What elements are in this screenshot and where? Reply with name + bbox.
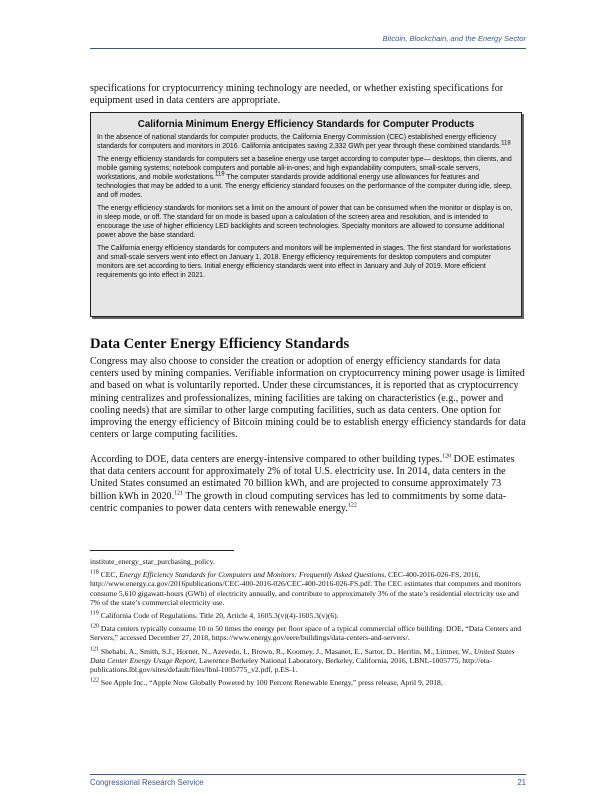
footnotes xyxy=(90,557,526,691)
footnote-text: See Apple Inc., “Apple Now Globally Powered by 100 Percent Renewable Energy,” press release, April 9, 2018, xyxy=(99,678,443,688)
body-paragraph-1: Congress may also choose to consider the creation or adoption of energy efficiency standards for data centers used by mining companies. Verifiable information on cryptocurrency mining power usage is limited and based on what is voluntarily reported. Under these circumstances, it is reported that as cryptocurrency mining centralizes and professionalizes, mining facilities are taking on characteristics (e.g., power and cooling needs) that are similar to other large computing facilities, such as data centers. One option for improving the energy efficiency of Bitcoin mining could be to establish energy efficiency standards for data centers or large computing facilities. xyxy=(90,356,526,441)
body-p2-a: According to DOE, data centers are energy-intensive compared to other building types. xyxy=(90,454,443,465)
footer-publisher: Congressional Research Service xyxy=(90,778,204,787)
footnote-ref-119[interactable]: 119 xyxy=(214,171,225,178)
intro-paragraph: specifications for cryptocurrency mining technology are needed, or whether existing specifications for equipment used in data centers are appropriate. xyxy=(90,83,504,107)
body-p2-b: DOE estimates that data centers account for approximately 2% of total U.S. electricity use. In 2014, data centers in the United States consumed an estimated 70 billion kWh, and are projected to consume approximately 73 billion kWh in 2020. xyxy=(90,454,515,502)
box-p1-text: In the absence of national standards for computer products, the California Energy Commission (CEC) established energy efficiency standards for computers and monitors in 2016. California anticipates saving 2,332 GWh per year through these combined standards. xyxy=(97,134,502,151)
footnote-121 xyxy=(90,647,526,675)
body-p2-c: The growth in cloud computing services has led to commitments by some data-centric companies to power data centers with renewable energy. xyxy=(90,490,507,514)
footnote-119 xyxy=(90,611,526,620)
footnote-text: CEC, xyxy=(98,570,120,580)
footnote-text: Data centers typically consume 10 to 50 times the energy per floor space of a typical commercial office building. DOE, “Data Centers and Servers,” accessed December 27, 2018, https://www.energy.gov/eere/buildings/data-centers-and-servers/. xyxy=(90,624,522,643)
body-paragraph-2 xyxy=(90,454,526,515)
box-p2-rest: The computer standards provide additional energy use allowances for features and technologies that may be added to a unit. The energy efficiency standard focuses on the performance of the computer during idle, sleep, and off modes. xyxy=(97,173,512,200)
footnote-ref-118[interactable]: 118 xyxy=(501,140,511,147)
header-rule xyxy=(90,48,526,49)
footer-rule xyxy=(90,774,526,775)
footnote-ref-120[interactable]: 120 xyxy=(442,453,452,460)
sidebar-box xyxy=(90,112,522,317)
box-paragraph-4: The California energy efficiency standards for computers and monitors will be implemented in stages. The first standard for workstations and small-scale servers went into effect on January 1, 2018. Energy efficiency requirements for desktop computers and computer monitors are set according to tiers. Initial energy efficiency standards went into effect in January and July of 2019. More efficient requirements go into effect in 2021. xyxy=(97,244,511,279)
footnote-title: United States Data Center Energy Usage Report xyxy=(90,646,515,665)
footnote-rule xyxy=(90,550,234,551)
footnote-continuation: institute_energy_star_purchasing_policy. xyxy=(90,557,215,566)
box-p2-text: The energy efficiency standards for computers set a baseline energy use target according to computer type— desktops, thin clients, and mobile gaming systems; notebook computers and portable all-in-ones; and high expandability computers, small-scale servers, workstations, and mobile workstations. xyxy=(97,155,512,181)
footnote-text: Shehabi, A., Smith, S.J., Horner, N., Azevedo, I., Brown, R., Koomey, J., Masanet, E., Sartor, D., Herrlin, M., Lintner, W., xyxy=(99,646,474,656)
box-title: California Minimum Energy Efficiency Standards for Computer Products xyxy=(137,119,475,130)
box-paragraph-2 xyxy=(97,155,515,200)
footnote-number: 121 xyxy=(90,646,99,653)
running-header: Bitcoin, Blockchain, and the Energy Sector xyxy=(382,34,526,43)
footnote-120 xyxy=(90,624,526,642)
footnote-text: California Code of Regulations. Title 20, Article 4, 1605.3(v)(4)-1605.3(v)(6). xyxy=(98,611,339,621)
footnote-text: , Lawrence Berkeley National Laboratory, Berkeley, California, 2016, LBNL-1005775, http://eta-publications.lbl.gov/sites/default/files/lbnl-1005775_v2.pdf, p.ES-1. xyxy=(90,655,492,675)
box-paragraph-3: The energy efficiency standards for monitors set a limit on the amount of power that can be consumed when the monitor or display is on, in sleep mode, or off. The standard for on mode is based upon a calculation of the screen area and resolution, and is intended to encourage the use of higher efficiency LED backlights and screen technologies. Specialty monitors are allowed to consume additional power above the base standard. xyxy=(97,204,513,239)
footnote-number: 119 xyxy=(90,610,99,617)
box-paragraph-1 xyxy=(97,133,515,151)
footnote-ref-122[interactable]: 122 xyxy=(347,502,357,509)
footnote-ref-121[interactable]: 121 xyxy=(174,490,184,497)
footnote-number: 118 xyxy=(90,569,99,576)
section-heading: Data Center Energy Efficiency Standards xyxy=(90,336,350,352)
footnote-number: 122 xyxy=(90,677,99,684)
footnote-118 xyxy=(90,570,526,607)
footnote-text: , CEC-400-2016-026-FS, 2016, http://www.energy.ca.gov/2016publications/CEC-400-2016-026/CEC-400-2016-026-FS.pdf. The CEC estimates that computers and monitors consume 5,610 gigawatt-hours (GWh) of electricity annually, and contribute to approximately 3% of the state’s residential electricity use and 7% of the state’s commercial electricity use. xyxy=(90,570,522,607)
footnote-number: 120 xyxy=(90,623,99,630)
page-number: 21 xyxy=(517,778,526,787)
footnote-122 xyxy=(90,678,526,687)
footnote-title: Energy Efficiency Standards for Computers and Monitors: Frequently Asked Questions xyxy=(119,570,385,580)
